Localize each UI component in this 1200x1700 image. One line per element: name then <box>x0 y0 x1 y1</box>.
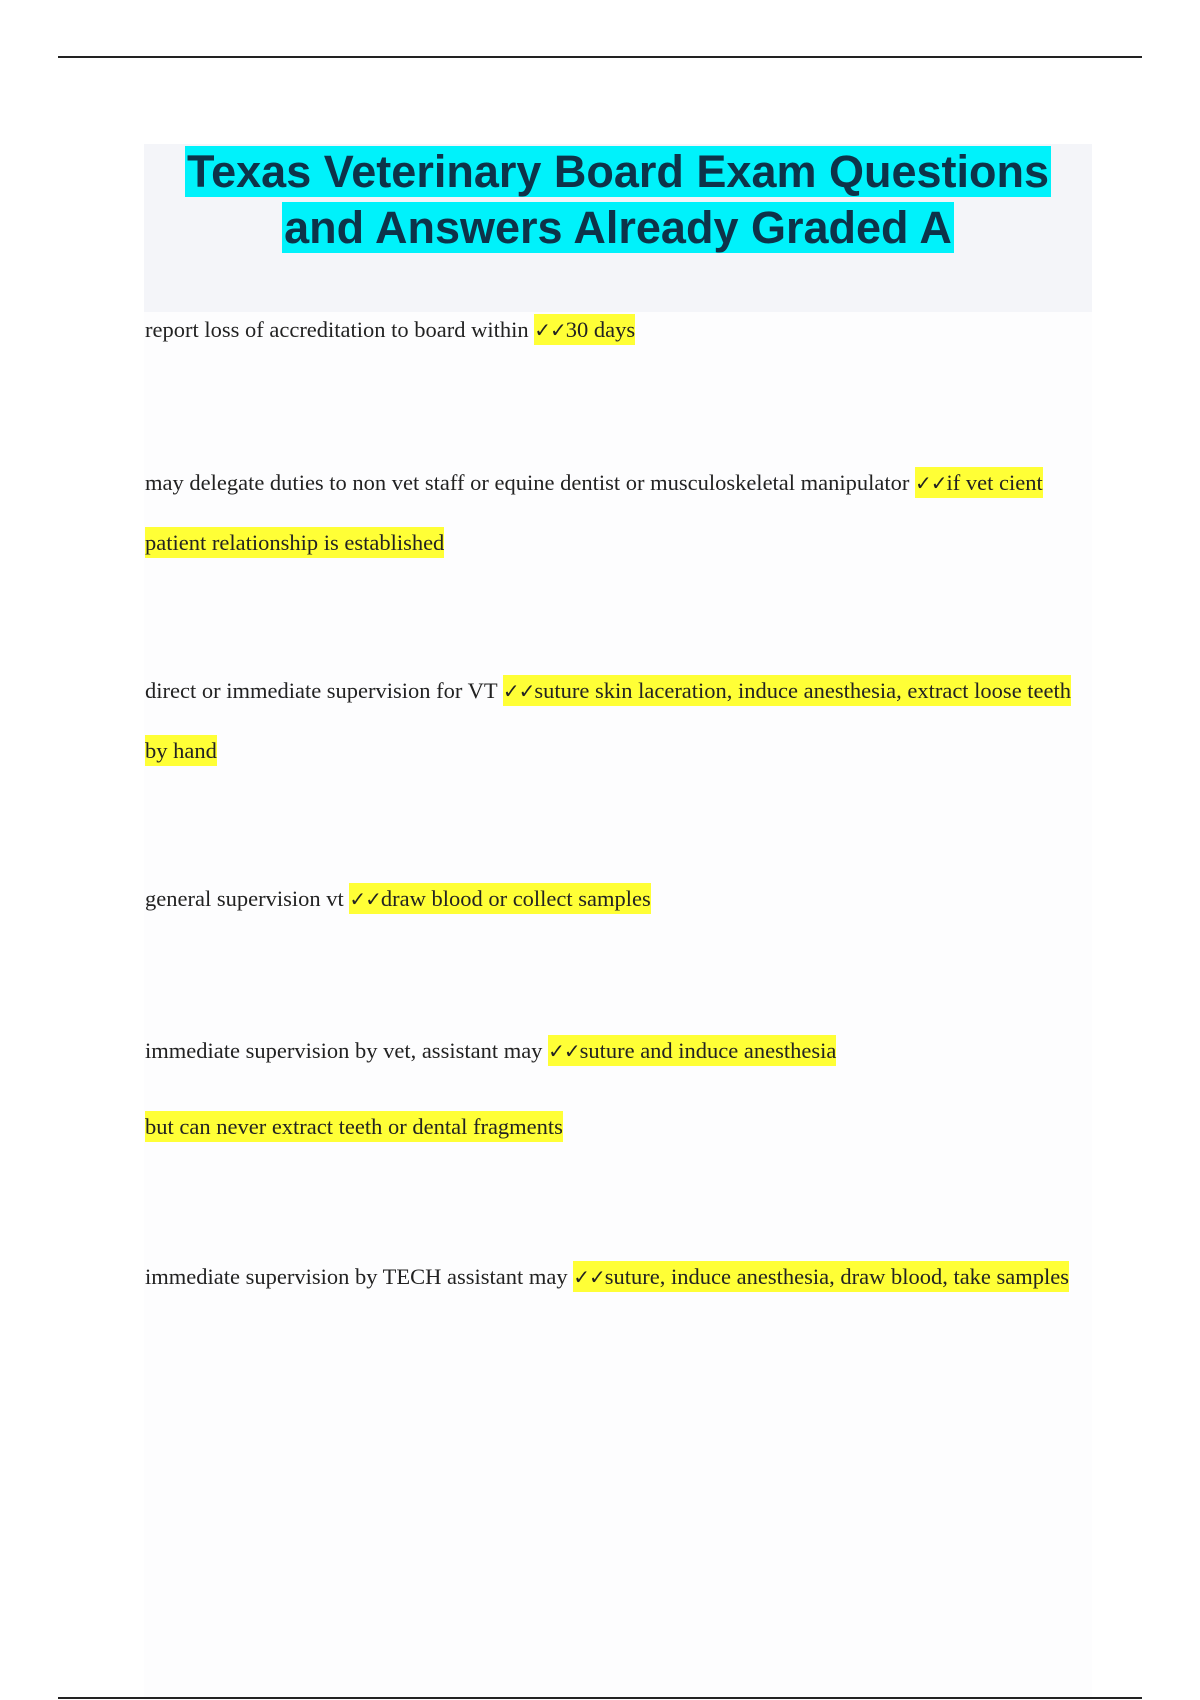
answer-highlight <box>548 1035 836 1066</box>
answer-highlight <box>534 314 635 345</box>
double-check-icon: ✓✓ <box>349 887 381 911</box>
double-check-icon: ✓✓ <box>534 318 566 342</box>
answer-text: 30 days <box>565 317 636 342</box>
qa-item <box>145 869 1085 929</box>
answer-text: suture, induce anesthesia, draw blood, take samples <box>604 1264 1070 1289</box>
title-line-1: Texas Veterinary Board Exam Questions <box>186 146 1050 197</box>
question-text: general supervision vt <box>145 886 344 911</box>
double-check-icon: ✓✓ <box>915 471 947 495</box>
answer-text: if vet cient patient relationship is established <box>145 470 1043 555</box>
qa-item-continuation <box>145 1097 1085 1157</box>
answer-text: suture skin laceration, induce anesthesia, extract loose teeth by hand <box>145 678 1072 763</box>
qa-item <box>145 1247 1085 1307</box>
question-text: direct or immediate supervision for VT <box>145 678 498 703</box>
question-text: report loss of accreditation to board within <box>145 317 529 342</box>
answer-text: draw blood or collect samples <box>380 886 651 911</box>
answer-highlight: but can never extract teeth or dental fragments <box>145 1111 563 1142</box>
question-text: may delegate duties to non vet staff or equine dentist or musculoskeletal manipulator <box>145 470 910 495</box>
question-text: immediate supervision by TECH assistant may <box>145 1264 568 1289</box>
bottom-rule <box>58 1697 1142 1699</box>
answer-text: suture and induce anesthesia <box>579 1038 837 1063</box>
double-check-icon: ✓✓ <box>573 1265 605 1289</box>
double-check-icon: ✓✓ <box>548 1039 580 1063</box>
answer-highlight <box>349 883 650 914</box>
document-title <box>144 144 1092 256</box>
top-rule <box>58 56 1142 58</box>
double-check-icon: ✓✓ <box>502 679 535 703</box>
title-line-2: and Answers Already Graded A <box>284 202 952 253</box>
qa-item <box>145 300 1085 360</box>
qa-item <box>145 661 1085 781</box>
answer-highlight <box>573 1261 1069 1292</box>
qa-item <box>145 453 1085 573</box>
qa-item <box>145 1021 1085 1081</box>
question-text: immediate supervision by vet, assistant may <box>145 1038 543 1063</box>
